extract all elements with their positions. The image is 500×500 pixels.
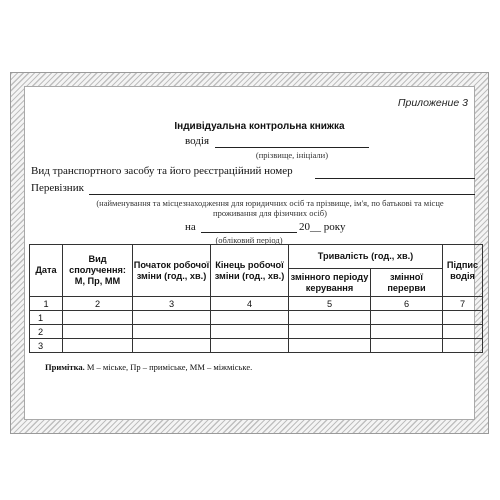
table-cell[interactable] — [211, 311, 289, 325]
table-cell[interactable] — [443, 325, 483, 339]
header-driving-period: змінного періоду керування — [289, 269, 371, 297]
table-cell[interactable] — [211, 339, 289, 353]
table-cell[interactable] — [289, 311, 371, 325]
row-label: 2 — [30, 325, 63, 339]
table-cell[interactable] — [371, 339, 443, 353]
note-text: М – міське, Пр – приміське, ММ – міжміське. — [86, 362, 253, 372]
table-row — [30, 311, 483, 325]
form-title: Індивідуальна контрольна книжка — [174, 121, 345, 132]
column-number: 2 — [63, 297, 133, 311]
column-number: 7 — [443, 297, 483, 311]
logbook-form-card — [10, 72, 489, 434]
header-duration: Тривалість (год., хв.) — [289, 245, 443, 269]
table-cell[interactable] — [133, 325, 211, 339]
header-break: змінної перерви — [371, 269, 443, 297]
vehicle-label: Вид транспортного засобу та його реєстраційний номер — [31, 165, 293, 177]
driver-name-line[interactable] — [215, 147, 369, 148]
driver-hint: (прізвище, ініціали) — [255, 150, 329, 160]
table-cell[interactable] — [443, 311, 483, 325]
column-number-row — [30, 297, 483, 311]
column-number: 5 — [289, 297, 371, 311]
table-row — [30, 325, 483, 339]
row-label: 1 — [30, 311, 63, 325]
table-row — [30, 339, 483, 353]
column-number: 3 — [133, 297, 211, 311]
table-cell[interactable] — [371, 311, 443, 325]
carrier-label: Перевізник — [31, 182, 84, 194]
carrier-name-line[interactable] — [89, 194, 475, 195]
period-prefix: на — [185, 221, 196, 233]
table-cell[interactable] — [289, 325, 371, 339]
carrier-hint-line1: (найменування та місцезнаходження для юридичних осіб та прізвище, ім'я, по батькові та місце — [96, 198, 444, 208]
period-hint: (обліковий період) — [215, 235, 283, 245]
table-cell[interactable] — [63, 311, 133, 325]
header-shift-start: Початок робочої зміни (год., хв.) — [133, 245, 211, 297]
period-year: 20__ року — [299, 221, 346, 233]
appendix-label: Приложение 3 — [397, 97, 468, 109]
carrier-hint-line2: проживання для фізичних осіб) — [213, 208, 327, 218]
driver-label: водія — [185, 135, 210, 147]
table-cell[interactable] — [289, 339, 371, 353]
column-number: 1 — [30, 297, 63, 311]
header-shift-end: Кінець робочої зміни (год., хв.) — [211, 245, 289, 297]
table-cell[interactable] — [211, 325, 289, 339]
table-cell[interactable] — [63, 325, 133, 339]
form-inner-panel — [24, 86, 479, 420]
header-date: Дата — [30, 245, 63, 297]
column-number: 6 — [371, 297, 443, 311]
column-number: 4 — [211, 297, 289, 311]
table-cell[interactable] — [133, 311, 211, 325]
note-label: Примітка. — [45, 362, 85, 372]
logbook-table — [29, 244, 483, 353]
header-connection-type: Вид сполучення: М, Пр, ММ — [63, 245, 133, 297]
row-label: 3 — [30, 339, 63, 353]
note — [45, 362, 252, 372]
header-signature: Підпис водія — [443, 245, 483, 297]
table-cell[interactable] — [443, 339, 483, 353]
period-line[interactable] — [201, 232, 297, 233]
table-cell[interactable] — [63, 339, 133, 353]
vehicle-number-line[interactable] — [315, 178, 475, 179]
table-cell[interactable] — [133, 339, 211, 353]
table-cell[interactable] — [371, 325, 443, 339]
